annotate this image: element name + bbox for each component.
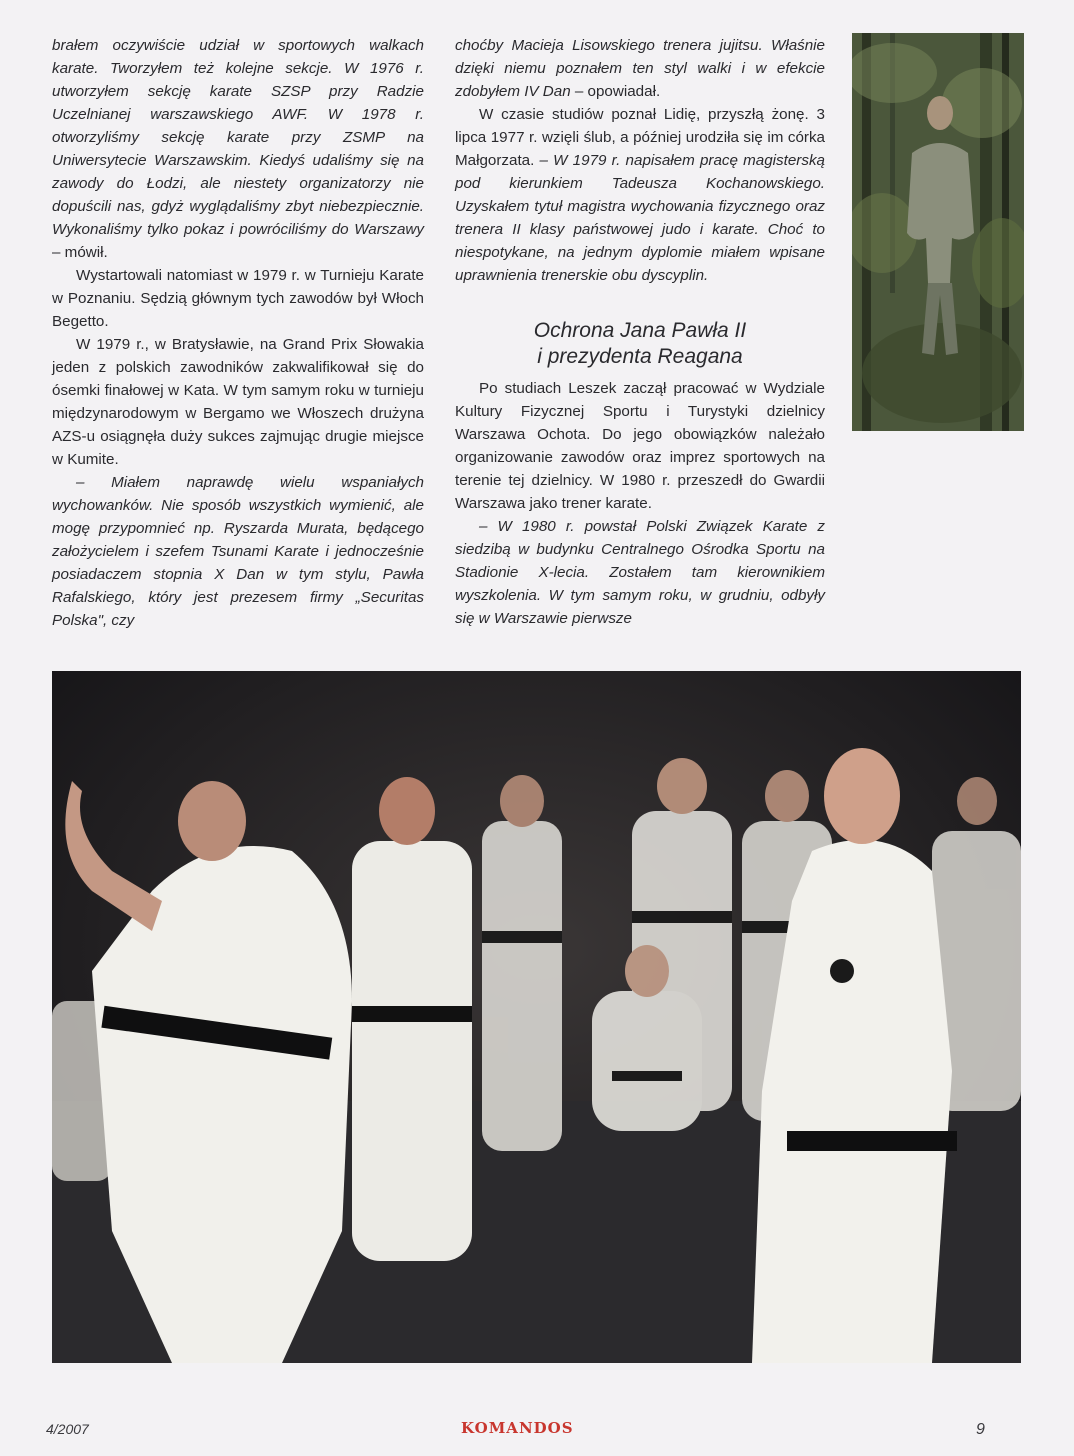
- col1-paragraph-4: – Miałem naprawdę wielu wspaniałych wychowanków. Nie sposób wszystkich wymienić, ale mogę przypomnieć np. Ryszarda Murata, będącego założycielem i szefem Tsunami Karate i jednocześnie posiadaczem stopnia X Dan w tym stylu, Pawła Rafalskiego, który jest prezesem firmy „Securitas Polska", czy: [52, 474, 424, 629]
- column-1: [52, 34, 424, 632]
- page-number: 9: [976, 1421, 985, 1438]
- karate-photo-illustration: [52, 671, 1021, 1363]
- jungle-photo-illustration: [852, 33, 1024, 431]
- magazine-masthead-logo: KOMANDOS: [461, 1419, 574, 1437]
- col1-paragraph-2: Wystartowali natomiast w 1979 r. w Turnieju Karate w Poznaniu. Sędzią głównym tych zawodów był Włoch Begetto.: [52, 267, 424, 330]
- col1-p1-tail: – mówił.: [52, 244, 108, 261]
- column-2-lower: [455, 377, 825, 630]
- section-subheading: [455, 318, 825, 370]
- col1-paragraph-1: [52, 34, 424, 264]
- col2-paragraph-2: [455, 103, 825, 287]
- subheading-line-1: Ochrona Jana Pawła II: [533, 319, 747, 342]
- col2-lower-paragraph-2: – W 1980 r. powstał Polski Związek Karate z siedzibą w budynku Centralnego Ośrodka Sportu na Stadionie X-lecia. Zostałem tam kierownikiem wyszkolenia. W tym samym roku, w grudniu, odbyły się w Warszawie pierwsze: [455, 518, 825, 627]
- col2-p2-text: W czasie studiów poznał Lidię, przyszłą żonę. 3 lipca 1977 r. wzięli ślub, a później urodziła się im córka Małgorzata.: [455, 106, 825, 169]
- column-2-upper: [455, 34, 825, 287]
- issue-number: 4/2007: [46, 1421, 89, 1437]
- col2-lower-paragraph-1: Po studiach Leszek zaczął pracować w Wydziale Kultury Fizycznej Sportu i Turystyki dzielnicy Warszawa Ochota. Do jego obowiązków należało organizowanie zawodów oraz imprez sportowych na terenie tej dzielnicy. W 1980 r. przeszedł do Gwardii Warszawa jako trener karate.: [455, 380, 825, 512]
- col2-p1-tail: – opowiadał.: [570, 83, 661, 100]
- subheading-line-2: i prezydenta Reagana: [537, 345, 743, 368]
- col1-p1-text: brałem oczywiście udział w sportowych walkach karate. Tworzyłem też kolejne sekcje. W 1976 r. utworzyłem sekcję karate SZSP przy Radzie Uczelnianej warszawskiego AWF. W 1978 r. otworzyliśmy sekcję karate przy ZSMP na Uniwersytecie Warszawskim. Kiedyś udaliśmy się na zawody do Łodzi, ale niestety organizatorzy nie dopuścili nas, gdyż wyglądaliśmy zbyt niebezpiecznie. Wykonaliśmy tylko pokaz i powróciliśmy do Warszawy: [52, 37, 424, 238]
- jungle-portrait-photo: [852, 33, 1024, 431]
- col2-p1-text: choćby Macieja Lisowskiego trenera jujitsu. Właśnie dzięki niemu poznałem ten styl walki i w efekcie zdobyłem IV Dan: [455, 37, 825, 100]
- col1-paragraph-3: W 1979 r., w Bratysławie, na Grand Prix Słowakia jeden z polskich zawodników zakwalifikował się do ósemki finałowej w Kata. W tym samym roku w turnieju międzynarodowym w Bergamo we Włoszech drużyna AZS-u osiągnęła duży sukces zajmując drugie miejsce w Kumite.: [52, 336, 424, 468]
- karate-training-photo: [52, 671, 1021, 1363]
- col2-paragraph-1: [455, 34, 825, 103]
- col2-p2-quote: – W 1979 r. napisałem pracę magisterską pod kierunkiem Tadeusza Kochanowskiego. Uzyskałem tytuł magistra wychowania fizycznego oraz trenera II klasy państwowej judo i karate. Choć to niespotykane, na jednym dyplomie miałem wpisane uprawnienia trenerskie obu dyscyplin.: [455, 152, 825, 284]
